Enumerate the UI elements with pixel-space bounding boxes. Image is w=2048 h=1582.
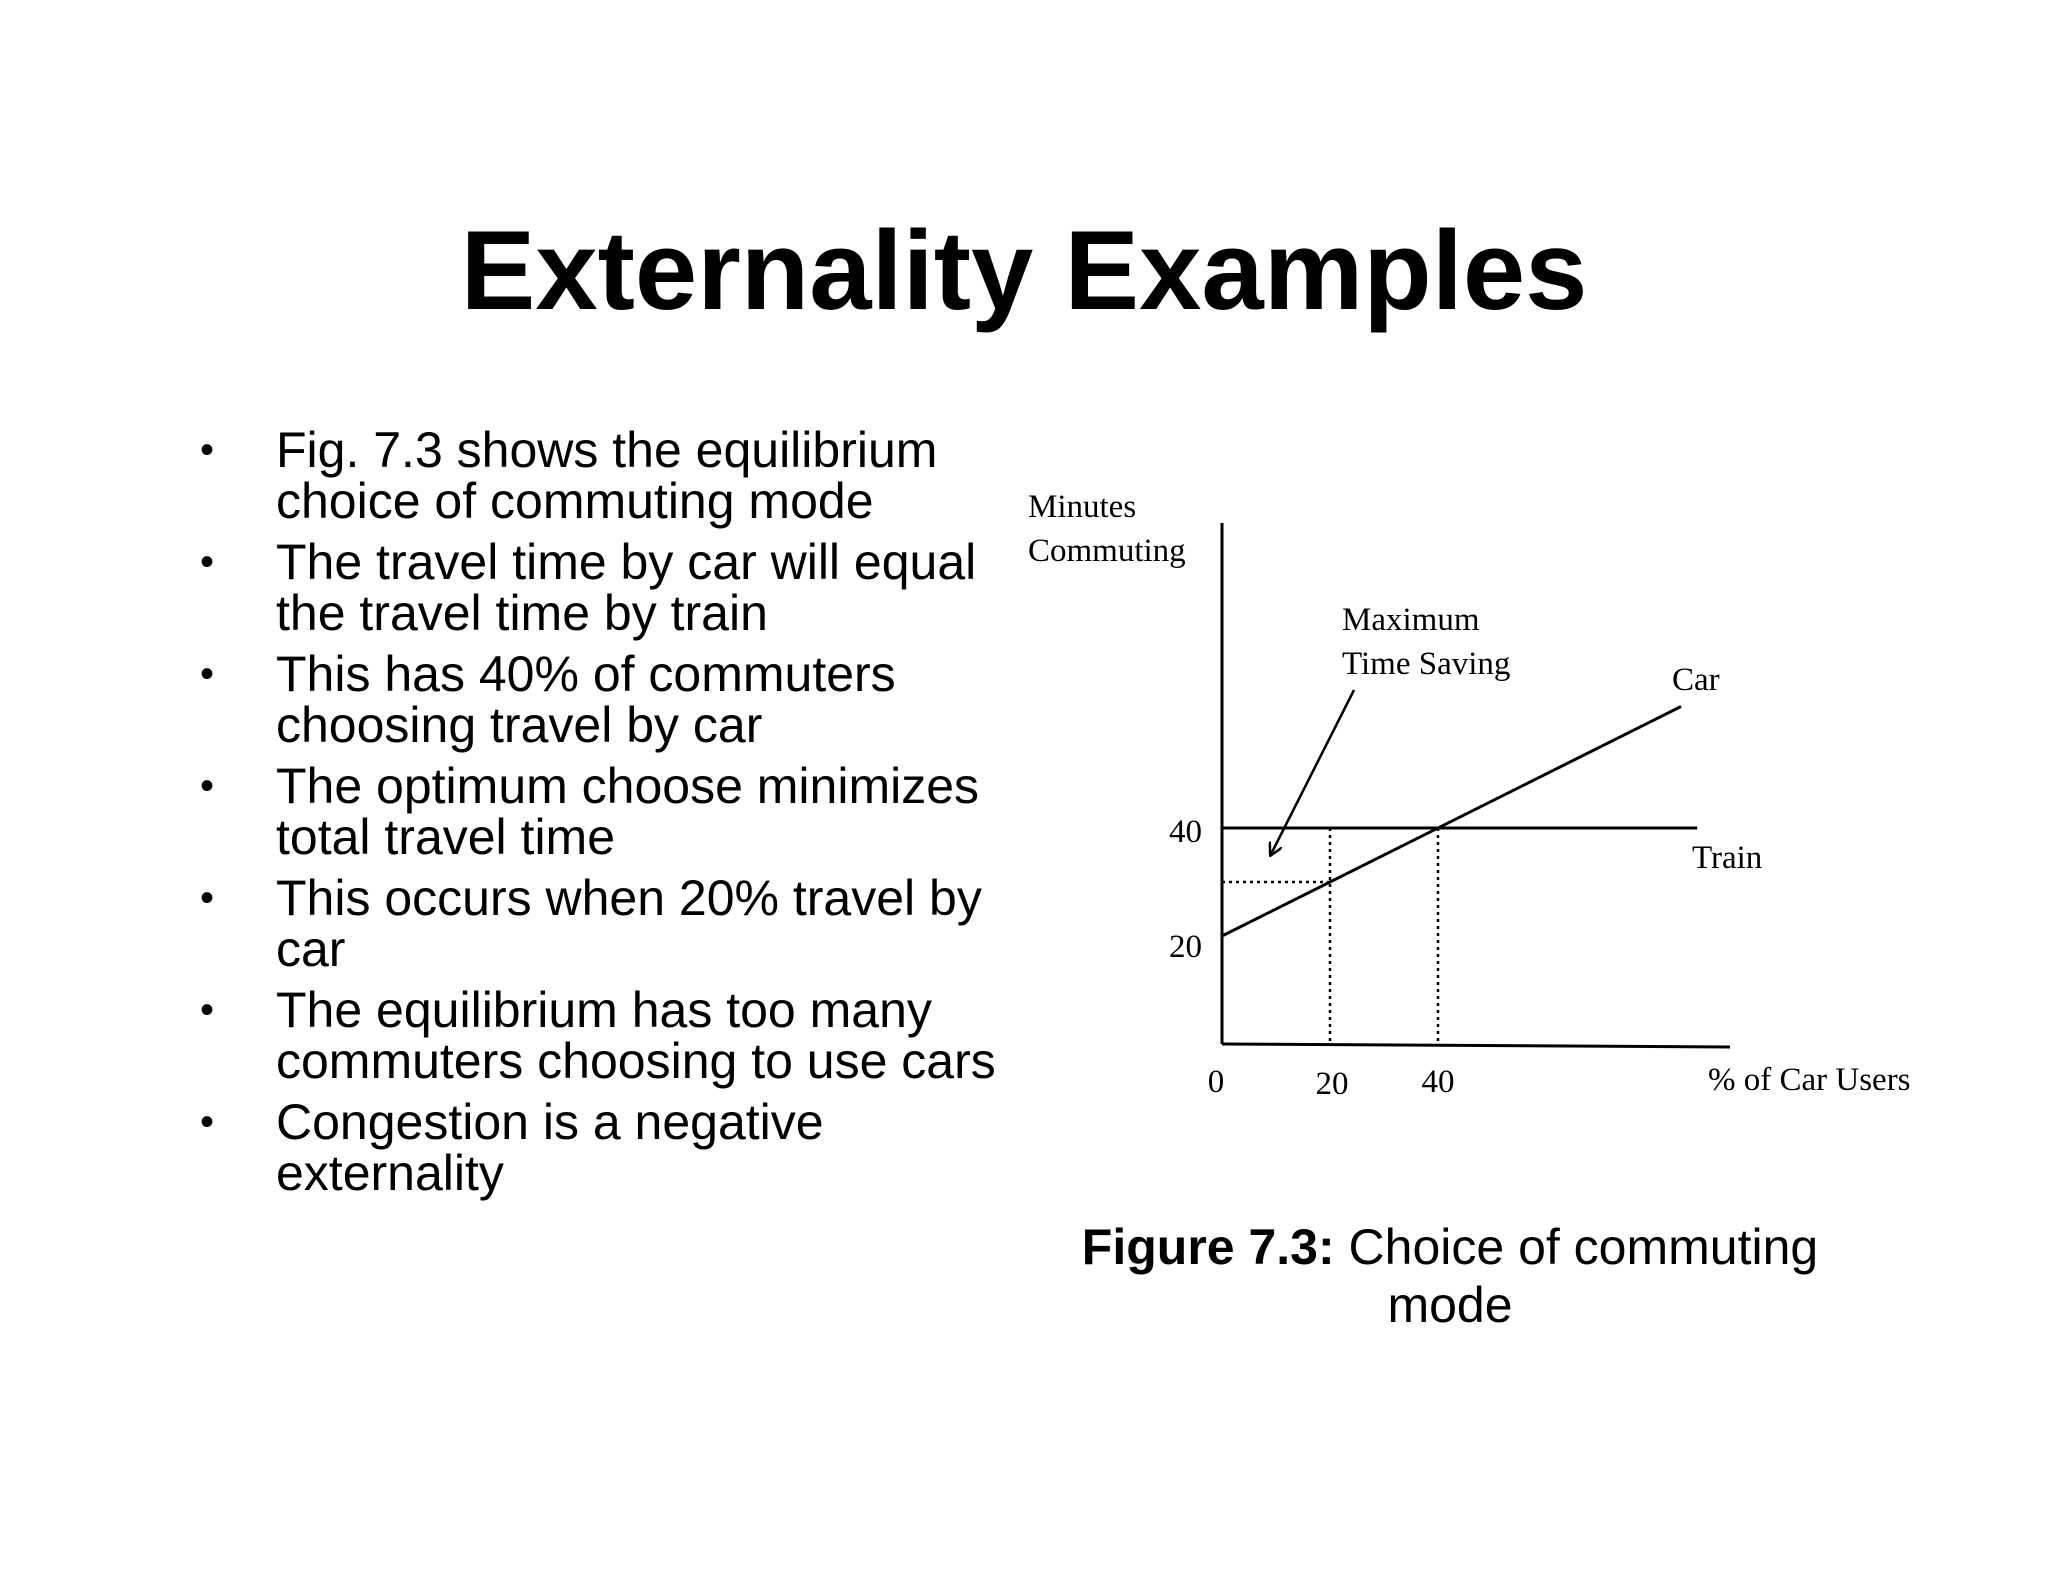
annotation-line2: Time Saving xyxy=(1342,646,1511,682)
train-series-label: Train xyxy=(1692,840,1763,876)
bullet-text: The equilibrium has too many commuters choosing to use cars xyxy=(276,982,996,1089)
bullet-dot: • xyxy=(200,652,215,696)
bullet-text: Congestion is a negative externality xyxy=(276,1094,824,1201)
bullet-text: Fig. 7.3 shows the equilibrium choice of commuting mode xyxy=(276,422,938,529)
bullet-dot: • xyxy=(200,876,215,920)
bullet-dot: • xyxy=(200,1100,215,1144)
x-tick-label: 0 xyxy=(1207,1064,1225,1100)
bullet-dot: • xyxy=(200,428,215,472)
bullet-dot: • xyxy=(200,988,215,1032)
x-tick-label: 40 xyxy=(1421,1064,1455,1100)
caption-text-line2: mode xyxy=(1387,1277,1513,1333)
car-series-label: Car xyxy=(1672,662,1720,698)
bullet-dot: • xyxy=(200,540,215,584)
caption-label: Figure 7.3: xyxy=(1081,1219,1335,1275)
bullet-text: This has 40% of commuters choosing travel by car xyxy=(276,646,896,753)
figure-caption xyxy=(1080,1218,1820,1334)
x-axis-label: % of Car Users xyxy=(1708,1062,1911,1098)
bullet-text: This occurs when 20% travel by car xyxy=(276,870,982,977)
annotation-arrow xyxy=(1271,690,1354,855)
caption-text: Choice of commuting xyxy=(1334,1219,1819,1275)
y-tick-label: 20 xyxy=(1169,929,1202,965)
car-series-line xyxy=(1222,707,1681,937)
x-axis-line xyxy=(1222,1044,1730,1047)
y-tick-label: 40 xyxy=(1169,814,1202,850)
bullet-text: The travel time by car will equal the travel time by train xyxy=(276,534,977,641)
y-axis-label-line1: Minutes xyxy=(1028,489,1137,525)
x-tick-label: 20 xyxy=(1315,1066,1349,1102)
y-axis-label-line2: Commuting xyxy=(1028,533,1186,569)
bullet-text: The optimum choose minimizes total travel time xyxy=(276,758,980,865)
bullet-dot: • xyxy=(200,764,215,808)
slide-title: Externality Examples xyxy=(460,208,1588,333)
annotation-line1: Maximum xyxy=(1342,602,1480,638)
